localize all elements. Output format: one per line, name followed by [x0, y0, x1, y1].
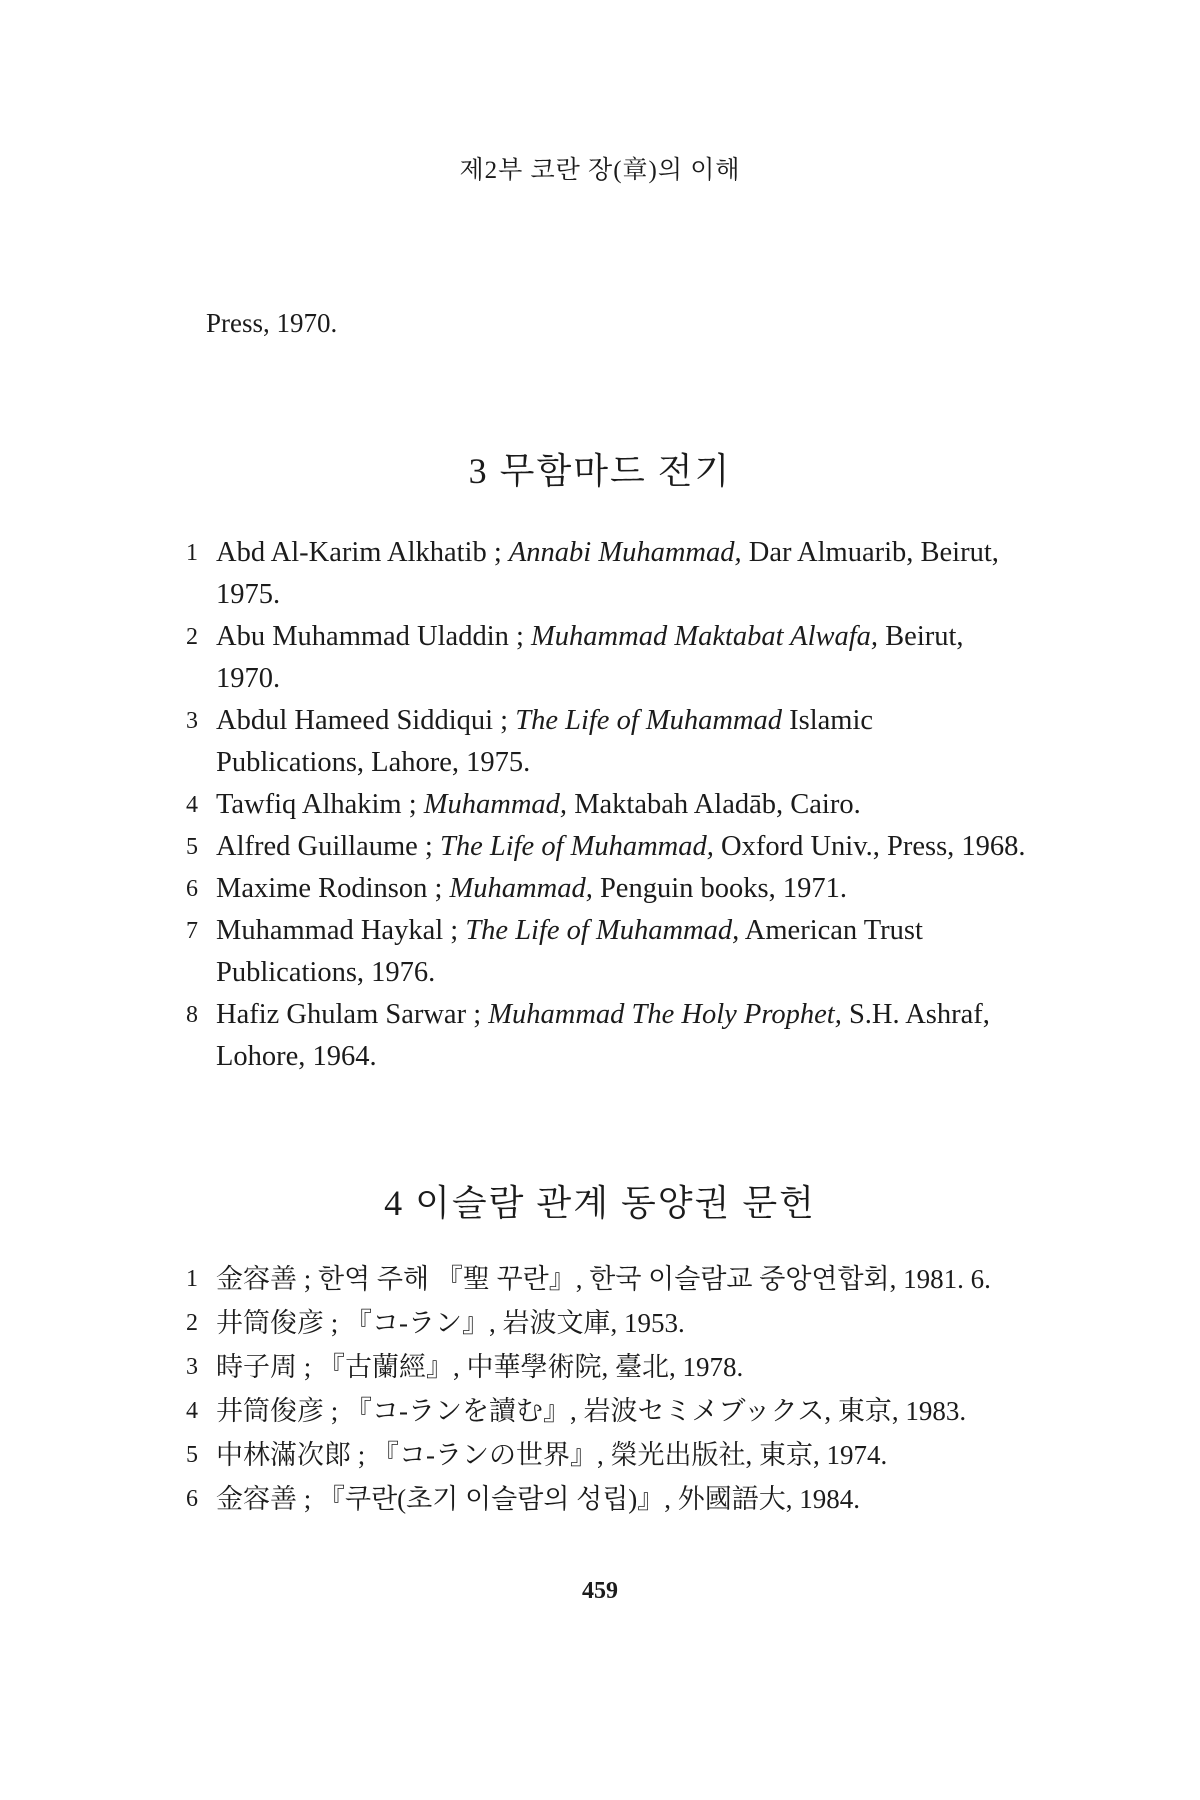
- item-publication: Penguin books, 1971.: [592, 873, 847, 904]
- item-number: 6: [186, 876, 198, 902]
- item-author: Alfred Guillaume ;: [216, 831, 440, 862]
- reference-item: [186, 826, 1026, 868]
- item-title: Muhammad Maktabat Alwafa,: [531, 621, 879, 652]
- item-publication: Dar Almuarib, Beirut, 1975.: [216, 537, 999, 610]
- reference-item: [186, 700, 1026, 784]
- item-title: The Life of Muhammad,: [439, 831, 714, 862]
- item-number: 2: [186, 1310, 198, 1336]
- item-number: 5: [186, 834, 198, 860]
- item-publication: Oxford Univ., Press, 1968.: [713, 831, 1026, 862]
- item-publication: Beirut, 1970.: [216, 621, 964, 694]
- item-number: 1: [186, 1266, 198, 1292]
- section-4-title: 4 이슬람 관계 동양권 문헌: [384, 1183, 816, 1223]
- item-text: 中林滿次郞 ; 『コ-ランの世界』, 榮光出版社, 東京, 1974.: [216, 1440, 888, 1470]
- item-author: Abu Muhammad Uladdin ;: [216, 621, 532, 652]
- item-text: 井筒俊彦 ; 『コ-ランを讀む』, 岩波セミメブックス, 東京, 1983.: [216, 1396, 967, 1426]
- reference-item: [186, 532, 1026, 616]
- reference-item: [186, 1433, 1026, 1477]
- item-author: Tawfiq Alhakim ;: [216, 789, 424, 820]
- reference-item: [186, 1257, 1026, 1301]
- reference-item: [186, 868, 1026, 910]
- reference-item: [186, 616, 1026, 700]
- reference-item: [186, 784, 1026, 826]
- oriental-reference-list: [186, 1257, 1026, 1521]
- reference-item: [186, 1345, 1026, 1389]
- item-number: 1: [186, 540, 198, 566]
- item-number: 4: [186, 1398, 198, 1424]
- item-publication: S.H. Ashraf, Lohore, 1964.: [216, 999, 990, 1072]
- item-text: 金容善 ; 『쿠란(초기 이슬람의 성립)』, 外國語大, 1984.: [216, 1484, 861, 1514]
- biography-reference-list: [186, 532, 1026, 1078]
- carry-over-text: Press, 1970.: [206, 308, 338, 338]
- item-number: 3: [186, 1354, 198, 1380]
- reference-item: [186, 994, 1026, 1078]
- item-number: 3: [186, 708, 198, 734]
- item-publication: Maktabah Aladāb, Cairo.: [567, 789, 861, 820]
- item-number: 4: [186, 792, 198, 818]
- item-author: Abdul Hameed Siddiqui ;: [216, 705, 516, 736]
- running-head: 제2부 코란 장(章)의 이해: [459, 157, 741, 184]
- item-number: 7: [186, 918, 198, 944]
- item-title: The Life of Muhammad,: [465, 915, 740, 946]
- item-number: 6: [186, 1486, 198, 1512]
- page-number: 459: [582, 1578, 618, 1604]
- item-author: Muhammad Haykal ;: [216, 915, 466, 946]
- section-3-title: 3 무함마드 전기: [468, 451, 732, 491]
- item-text: 金容善 ; 한역 주해 『聖 꾸란』, 한국 이슬람교 중앙연합회, 1981. 6.: [216, 1264, 991, 1294]
- reference-item: [186, 1477, 1026, 1521]
- item-number: 5: [186, 1442, 198, 1468]
- item-publication: Islamic Publications, Lahore, 1975.: [216, 705, 874, 778]
- item-title: Muhammad,: [423, 789, 568, 820]
- item-number: 2: [186, 624, 198, 650]
- item-text: 時子周 ; 『古蘭經』, 中華學術院, 臺北, 1978.: [216, 1352, 744, 1382]
- item-number: 8: [186, 1002, 198, 1028]
- reference-item: [186, 1301, 1026, 1345]
- item-author: Maxime Rodinson ;: [216, 873, 450, 904]
- item-text: 井筒俊彦 ; 『コ-ラン』, 岩波文庫, 1953.: [216, 1308, 685, 1338]
- reference-item: [186, 910, 1026, 994]
- item-title: The Life of Muhammad: [515, 705, 783, 736]
- item-author: Abd Al-Karim Alkhatib ;: [216, 537, 509, 568]
- item-title: Muhammad,: [449, 873, 593, 904]
- reference-item: [186, 1389, 1026, 1433]
- item-publication: American Trust Publications, 1976.: [216, 915, 923, 988]
- item-title: Annabi Muhammad,: [508, 537, 742, 568]
- item-title: Muhammad The Holy Prophet,: [488, 999, 842, 1030]
- item-author: Hafiz Ghulam Sarwar ;: [216, 999, 489, 1030]
